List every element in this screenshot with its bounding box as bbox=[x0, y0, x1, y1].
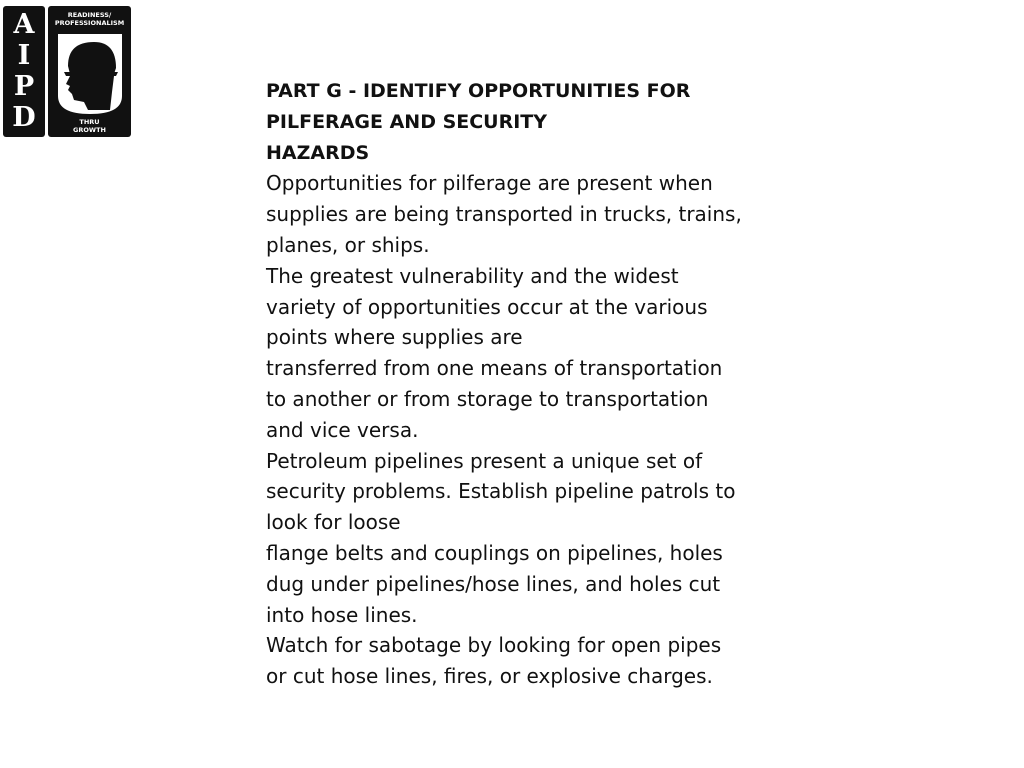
body-text-line: transferred from one means of transportation bbox=[266, 356, 723, 381]
aipd-logo bbox=[3, 6, 135, 138]
body-text-line: or cut hose lines, fires, or explosive charges. bbox=[266, 664, 713, 689]
logo-letter: P bbox=[13, 70, 35, 102]
body-text-line: Opportunities for pilferage are present when bbox=[266, 171, 713, 196]
body-text-line: supplies are being transported in trucks, trains, bbox=[266, 202, 742, 227]
logo-letters-panel bbox=[3, 6, 45, 137]
body-text-line: flange belts and couplings on pipelines, holes bbox=[266, 540, 723, 565]
logo-emblem-panel bbox=[48, 6, 131, 137]
section-title-line: PILFERAGE AND SECURITY bbox=[266, 110, 548, 133]
logo-bottom-text: THRU GROWTH bbox=[73, 118, 106, 134]
body-text-line: points where supplies are bbox=[266, 325, 523, 350]
body-text-line: dug under pipelines/hose lines, and holes cut bbox=[266, 571, 721, 596]
body-text-line: look for loose bbox=[266, 510, 401, 535]
body-text-line: Watch for sabotage by looking for open pipes bbox=[266, 633, 722, 658]
body-text-line: Petroleum pipelines present a unique set of bbox=[266, 448, 703, 473]
logo-letter: D bbox=[12, 101, 36, 133]
body-text-line: security problems. Establish pipeline patrols to bbox=[266, 479, 736, 504]
section-title-line: HAZARDS bbox=[266, 141, 370, 164]
logo-letter: I bbox=[17, 40, 31, 72]
body-text-line: The greatest vulnerability and the widest bbox=[266, 263, 679, 288]
logo-letter: A bbox=[13, 9, 35, 41]
document-body bbox=[266, 76, 766, 692]
section-title-line: PART G - IDENTIFY OPPORTUNITIES FOR bbox=[266, 80, 691, 102]
logo-top-text: READINESS/ PROFESSIONALISM bbox=[54, 11, 125, 27]
body-text-line: variety of opportunities occur at the various bbox=[266, 294, 708, 319]
soldier-head-icon bbox=[54, 30, 126, 116]
body-text-line: and vice versa. bbox=[266, 417, 419, 442]
body-text-line: into hose lines. bbox=[266, 602, 418, 627]
body-text-line: to another or from storage to transportation bbox=[266, 386, 709, 411]
body-text-line: planes, or ships. bbox=[266, 232, 430, 257]
